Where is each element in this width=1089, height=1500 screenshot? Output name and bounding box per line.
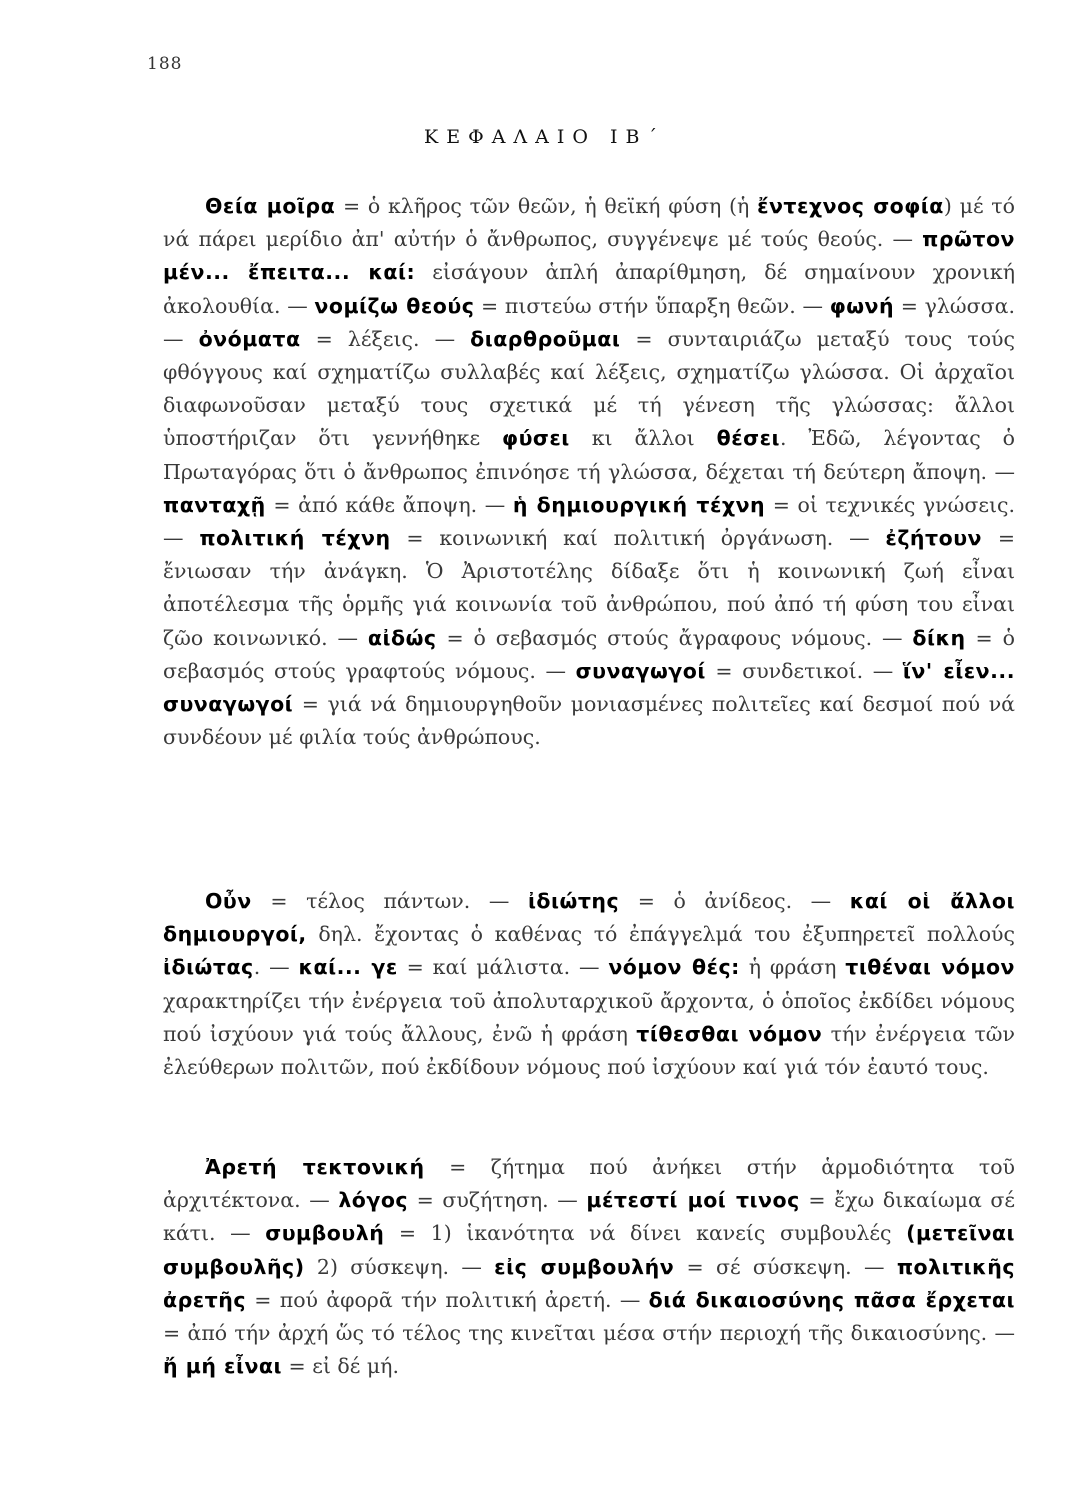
gloss-text: = γιά νά δημιουργηθοῦν μονιασμένες πολιτεῖες καί δεσμοί πού νά συνδέουν μέ φιλία τούς ἀνθρώπους. [163,692,1015,750]
gloss-text: = ὁ κλῆρος τῶν θεῶν, ἡ θεϊκή φύση (ἡ [335,194,758,218]
gloss-text: = λέξεις. — [300,326,471,351]
gloss-text: 2) σύσκεψη. — [304,1254,495,1279]
page-number: 188 [147,54,183,74]
gloss-text: = γλώσσα. — [163,293,1015,351]
commentary-paragraph-1 [163,190,1015,754]
gloss-text: . — [253,955,299,980]
gloss-text: = συνταιριάζω μεταξύ τους τούς φθόγγους καί σχηματίζω συλλαβές καί λέξεις, σχηματίζω γλώσσα. Οἱ ἀρχαῖοι διαφωνοῦσαν μεταξύ τους σχετικά μέ τή γένεση τῆς γλώσσας: ἄλλοι ὑποστήριζαν ὅτι γεννήθηκε [163,326,1015,451]
glossed-term: ἰδιώτης [527,889,620,913]
glossed-term: καί... γε [298,955,398,980]
glossed-term: διά δικαιοσύνης πᾶσα ἔρχεται [648,1287,1015,1312]
gloss-text: δηλ. ἔχοντας ὁ καθένας τό ἐπάγγελμά του ἐξυπηρετεῖ πολλούς [306,922,1015,947]
glossed-term: ἰδιώτας [163,955,254,980]
gloss-text: εἰσάγουν ἁπλή ἀπαρίθμηση, δέ σημαίνουν χρονική ἀκολουθία. — [163,260,1015,318]
glossed-term: εἰς συμβουλήν [494,1254,675,1279]
glossed-term: ἔντεχνος σοφία [757,194,944,218]
gloss-text: = ἔχω δικαίωμα σέ κάτι. — [163,1188,1015,1246]
glossed-term: συναγωγοί [575,658,706,683]
gloss-text: = οἱ τεχνικές γνώσεις. — [163,492,1015,551]
gloss-text: = καί μάλιστα. — [397,955,609,980]
glossed-term: φύσει [502,426,570,451]
glossed-term: ἐζήτουν [885,526,982,551]
chapter-title: ΚΕΦΑΛΑΙΟ ΙΒ΄ [424,126,665,148]
gloss-text: = πιστεύω στήν ὕπαρξη θεῶν. — [474,293,830,318]
gloss-text: . Ἐδῶ, λέγοντας ὁ Πρωταγόρας ὅτι ὁ ἄνθρωπος ἐπινόησε τή γλώσσα, δέχεται τή δεύτερη ἄποψη. — [163,426,1015,484]
gloss-text: = πού ἀφορᾶ τήν πολιτική ἀρετή. — [246,1287,649,1312]
gloss-text: = συνδετικοί. — [705,658,903,683]
gloss-text: ) μέ τό νά πάρει μερίδιο ἀπ' αὐτήν ὁ ἄνθρωπος, συγγένεψε μέ τούς θεούς. — [163,194,1015,252]
gloss-text: = τέλος πάντων. — [251,889,528,913]
gloss-text: = ἀπό τήν ἀρχή ὥς τό τέλος της κινεῖται μέσα στήν περιοχή τῆς δικαιοσύνης. — [163,1321,1015,1346]
glossed-term: πρῶτον μέν... ἔπειτα... καί: [163,227,1015,285]
glossed-term: θέσει [716,426,780,451]
glossed-term: συμβουλή [265,1221,385,1246]
gloss-text: κι ἄλλοι [569,426,717,451]
glossed-term: (μετεῖναι συμβουλῆς) [163,1221,1015,1279]
glossed-term: Θεία μοῖρα [205,194,336,218]
gloss-text: = σέ σύσκεψη. — [674,1254,897,1279]
glossed-term: τίθεσθαι νόμον [636,1021,823,1046]
gloss-text: = ὁ ἀνίδεος. — [619,889,850,913]
glossed-term: ἡ δημιουργική τέχνη [512,492,766,517]
gloss-text: = 1) ἱκανότητα νά δίνει κανείς συμβουλές [384,1221,907,1246]
gloss-text: τήν ἐνέργεια τῶν ἐλεύθερων πολιτῶν, πού ἐκδίδουν νόμους πού ἰσχύουν καί γιά τόν ἑαυτό τους. [163,1021,1015,1080]
glossed-term: Οὖν [205,889,252,913]
glossed-term: πανταχῇ [163,492,266,517]
gloss-text: = κοινωνική καί πολιτική ὀργάνωση. — [390,526,886,551]
glossed-term: μέτεστί μοί τινος [586,1188,800,1213]
glossed-term: λόγος [338,1188,409,1213]
commentary-paragraph-3 [163,1151,1015,1383]
glossed-term: δίκη [912,625,966,650]
glossed-term: καί οἱ ἄλλοι δημιουργοί, [163,889,1015,947]
glossed-term: ἵν' εἶεν... συναγωγοί [163,658,1015,717]
gloss-text: = ζήτημα πού ἀνήκει στήν ἁρμοδιότητα τοῦ ἀρχιτέκτονα. — [163,1155,1015,1213]
glossed-term: ἤ μή εἶναι [163,1354,282,1379]
gloss-text: ἡ φράση [739,955,846,980]
gloss-text: = ἔνιωσαν τήν ἀνάγκη. Ὁ Ἀριστοτέλης δίδαξε ὅτι ἡ κοινωνική ζωή εἶναι ἀποτέλεσμα τῆς ὁρμῆς γιά κοινωνία τοῦ ἀνθρώπου, πού ἀπό τή φύση του εἶναι ζῶο κοινωνικό. — [163,526,1015,650]
glossed-term: διαρθροῦμαι [470,326,621,351]
gloss-text: = ὁ σεβασμός στούς γραφτούς νόμους. — [163,625,1015,683]
glossed-term: φωνή [829,293,895,318]
gloss-text: = συζήτηση. — [408,1188,587,1213]
commentary-paragraph-2 [163,885,1015,1084]
glossed-term: Ἀρετή τεκτονική [205,1155,425,1179]
gloss-text: = ἀπό κάθε ἄποψη. — [265,492,513,517]
glossed-term: πολιτικῆς ἀρετῆς [163,1254,1015,1312]
glossed-term: τιθέναι νόμον [845,955,1015,980]
glossed-term: νόμον θές: [608,955,740,980]
glossed-term: νομίζω θεούς [314,293,475,318]
gloss-text: = εἰ δέ μή. [281,1354,399,1379]
glossed-term: ὀνόματα [198,326,301,351]
glossed-term: αἰδώς [367,625,437,650]
gloss-text: = ὁ σεβασμός στούς ἄγραφους νόμους. — [436,625,913,650]
glossed-term: πολιτική τέχνη [199,526,391,551]
gloss-text: χαρακτηρίζει τήν ἐνέργεια τοῦ ἀπολυταρχικοῦ ἄρχοντα, ὁ ὁποῖος ἐκδίδει νόμους πού ἰσχύουν γιά τούς ἄλλους, ἐνῶ ἡ φράση [163,988,1015,1046]
